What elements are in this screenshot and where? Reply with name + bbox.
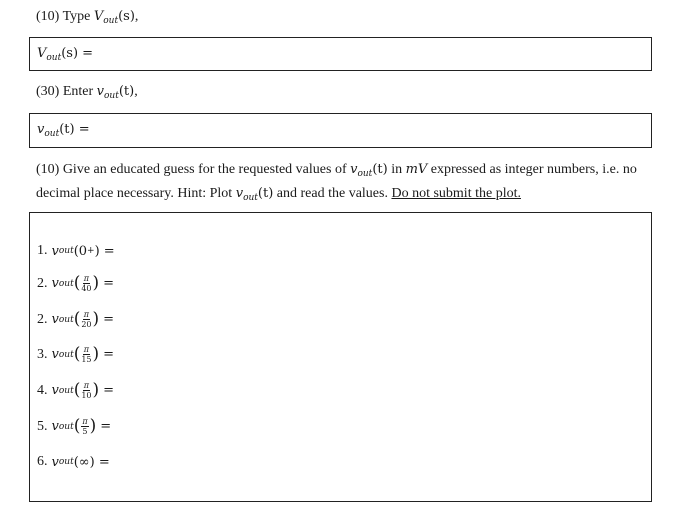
- item-index: 2.: [37, 311, 48, 327]
- math-vout-symbol: v: [51, 383, 59, 398]
- answer-box-values[interactable]: [29, 212, 652, 502]
- answer-item-3: 2. v out ( $\frac{\pi}{20}$ ) =: [37, 309, 115, 329]
- math-subscript: out: [46, 53, 62, 63]
- answer-box-vout-t[interactable]: [29, 113, 652, 148]
- answer-item-6: 5. v out ( $\frac{\pi}{5}$ ) =: [37, 416, 112, 436]
- math-fraction: $\frac{\pi}{10}$: [81, 381, 92, 400]
- math-argument-close: ) =: [89, 454, 110, 470]
- answer-item-1: [37, 243, 115, 259]
- answer-box-vout-s[interactable]: [29, 37, 652, 71]
- math-vout-symbol: v: [96, 84, 105, 99]
- question-3-text-c: expressed as integer numbers, i.e. no decimal place necessary. Hint: Plot: [36, 162, 637, 201]
- math-argument: (0: [73, 243, 88, 259]
- math-fraction: $\frac{\pi}{15}$: [81, 345, 92, 364]
- math-subscript: out: [58, 246, 74, 256]
- math-subscript: out: [58, 421, 74, 432]
- math-subscript: out: [103, 16, 119, 26]
- math-vout-symbol: v: [51, 419, 59, 434]
- math-argument: (∞: [73, 454, 90, 470]
- math-subscript: out: [58, 314, 74, 325]
- math-vout-symbol: v: [51, 276, 59, 291]
- math-argument: (t): [257, 186, 274, 201]
- unit-mv: mV: [405, 162, 428, 177]
- math-subscript: out: [357, 169, 373, 179]
- math-argument: (t): [118, 84, 135, 99]
- item-index: 1.: [37, 243, 48, 258]
- question-2-text: (30) Enter: [36, 84, 94, 99]
- answer-label: [37, 46, 93, 63]
- underlined-instruction: Do not submit the plot.: [391, 186, 521, 201]
- question-3-text-a: (10) Give an educated guess for the requested values of: [36, 162, 347, 177]
- answer-item-2: 2. v out ( $\frac{\pi}{40}$ ) =: [37, 273, 115, 293]
- math-subscript: out: [243, 193, 258, 203]
- question-3-text-d: and read the values.: [276, 186, 388, 201]
- math-subscript: out: [58, 349, 74, 360]
- math-vout-symbol: v: [235, 186, 244, 201]
- math-argument: (s) =: [61, 46, 94, 61]
- answer-item-5: 4. v out ( $\frac{\pi}{10}$ ) =: [37, 380, 115, 400]
- item-index: 2.: [37, 275, 48, 291]
- item-index: 6.: [37, 454, 48, 469]
- math-subscript: out: [104, 91, 119, 101]
- math-fraction: $\frac{\pi}{40}$: [81, 274, 92, 293]
- math-equals: =: [100, 419, 112, 434]
- math-equals: =: [103, 312, 115, 327]
- question-1-end: ,: [134, 9, 139, 24]
- math-subscript: out: [58, 457, 74, 467]
- math-equals: =: [103, 276, 115, 291]
- math-fraction: $\frac{\pi}{20}$: [81, 310, 92, 329]
- math-subscript: out: [58, 385, 74, 396]
- math-fraction: $\frac{\pi}{5}$: [82, 417, 88, 436]
- answer-label: [37, 122, 90, 139]
- math-equals: =: [103, 383, 115, 398]
- question-educated-guess: [36, 160, 658, 208]
- math-superscript: +: [87, 246, 95, 256]
- answer-item-4: 3. v out ( $\frac{\pi}{15}$ ) =: [37, 344, 115, 364]
- math-vout-symbol: V: [93, 9, 104, 24]
- math-vout-symbol: V: [37, 46, 47, 61]
- math-subscript: out: [44, 129, 60, 139]
- math-vout-symbol: v: [51, 312, 59, 327]
- question-enter-vout-t: [36, 84, 138, 101]
- math-argument: (t) =: [59, 122, 90, 137]
- math-argument: (t): [372, 162, 388, 177]
- question-2-end: ,: [134, 84, 138, 99]
- question-1-text: (10) Type: [36, 9, 91, 24]
- item-index: 5.: [37, 418, 48, 434]
- math-vout-symbol: v: [51, 347, 59, 362]
- math-vout-symbol: v: [51, 454, 59, 470]
- item-index: 4.: [37, 382, 48, 398]
- question-type-vout-s: [36, 9, 138, 26]
- math-argument: (s): [118, 9, 135, 24]
- item-index: 3.: [37, 346, 48, 362]
- math-subscript: out: [58, 278, 74, 289]
- math-vout-symbol: v: [37, 122, 45, 137]
- math-vout-symbol: v: [350, 162, 358, 177]
- question-3-text-b: in: [391, 162, 403, 177]
- math-vout-symbol: v: [51, 243, 59, 259]
- answer-item-7: [37, 454, 110, 470]
- math-argument-close: ) =: [94, 243, 115, 259]
- math-equals: =: [103, 347, 115, 362]
